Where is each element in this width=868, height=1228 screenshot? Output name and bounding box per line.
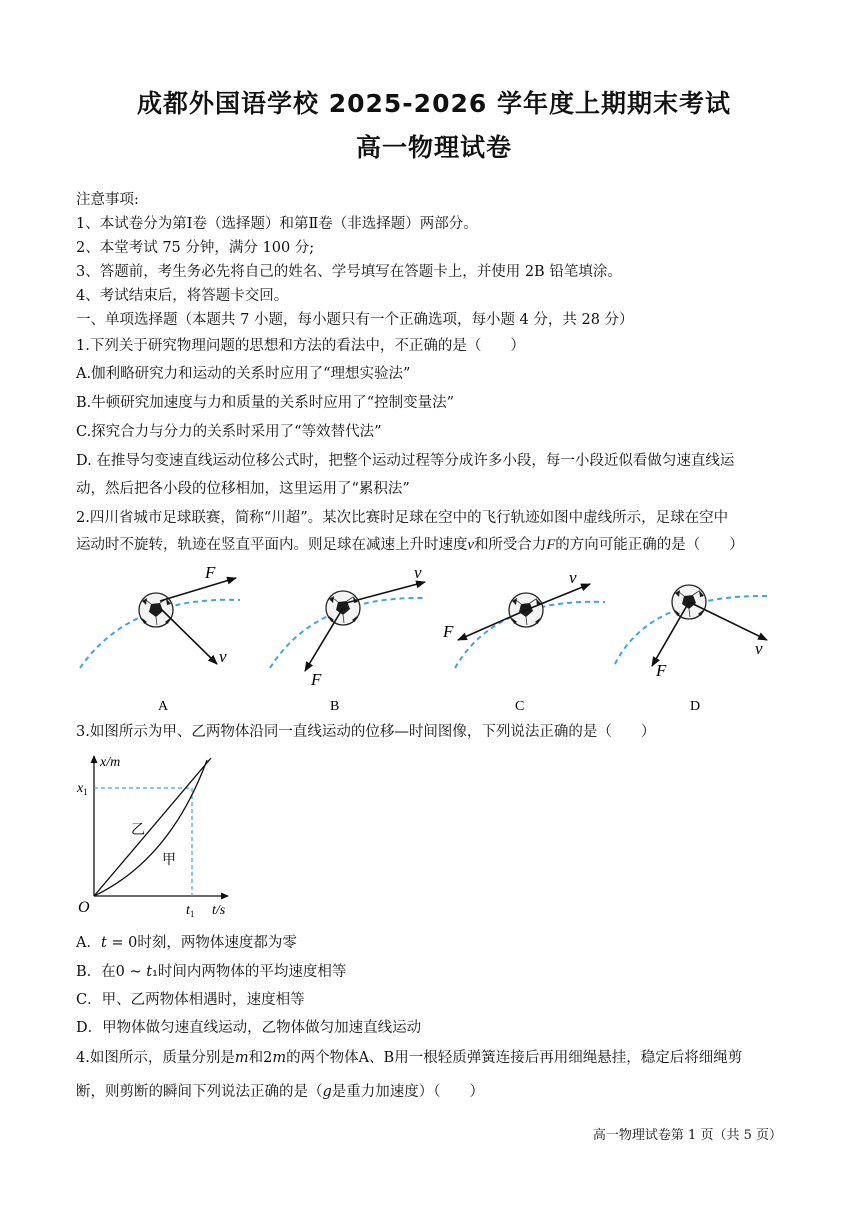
exam-subtitle: 高一物理试卷 <box>355 133 512 162</box>
q3-option-a: A．𝑡 = 0时刻，两物体速度都为零 <box>76 935 297 951</box>
force-arrow-d <box>652 602 689 666</box>
x1-label: $x_1$ <box>77 781 88 797</box>
force-label-a: F <box>205 563 216 582</box>
velocity-arrow-d <box>689 602 767 640</box>
force-label-c: F <box>443 622 454 641</box>
option-label-c: C <box>515 699 525 714</box>
note-item-3: 3、答题前，考生务必先将自己的姓名、学号填写在答题卡上，并使用 2B 铅笔填涂。 <box>76 264 622 280</box>
q1-option-a: A.伽利略研究力和运动的关系时应用了“理想实验法” <box>76 366 411 382</box>
note-item-4: 4、考试结束后，将答题卡交回。 <box>76 288 289 304</box>
curve-jia-label: 甲 <box>162 853 176 868</box>
q4-stem-line1: 4.如图所示，质量分别是𝑚和2𝑚的两个物体A、B用一根轻质弹簧连接后再用细绳悬挂，稳定后将细绳剪 <box>76 1050 743 1066</box>
exam-title: 成都外国语学校 2025-2026 学年度上期期末考试 <box>137 89 731 118</box>
t1-label: $t_1$ <box>186 903 195 919</box>
q3-option-c: C．甲、乙两物体相遇时，速度相等 <box>76 992 305 1008</box>
note-item-2: 2、本堂考试 75 分钟，满分 100 分; <box>76 240 315 256</box>
q3-xt-graph <box>70 748 240 920</box>
velocity-label-d: v <box>755 639 763 658</box>
q2-stem-line2: 运动时不旋转，轨迹在竖直平面内。则足球在减速上升时速度v和所受合力F的方向可能正确的是（ ） <box>76 537 744 553</box>
q1-option-b: B.牛顿研究加速度与力和质量的关系时应用了“控制变量法” <box>76 395 455 411</box>
velocity-arrow-a <box>160 608 217 664</box>
option-label-b: B <box>330 699 340 714</box>
velocity-label-c: v <box>569 568 577 587</box>
force-arrow-a <box>160 578 236 601</box>
q3-option-b: B．在0 ~ 𝑡₁时间内两物体的平均速度相等 <box>76 964 347 980</box>
q2-stem-line1: 2.四川省城市足球联赛，简称“川超”。某次比赛时足球在空中的飞行轨迹如图中虚线所示，足球在空中 <box>76 510 729 526</box>
velocity-label-a: v <box>219 647 227 666</box>
q3-option-d: D．甲物体做匀速直线运动，乙物体做匀加速直线运动 <box>76 1020 422 1036</box>
force-label-b: F <box>311 670 322 689</box>
option-label-a: A <box>158 699 169 714</box>
velocity-label-b: v <box>414 563 422 582</box>
line-yi-label: 乙 <box>131 823 145 838</box>
y-axis-label: x/m <box>100 755 121 770</box>
q4-stem-line2: 断，则剪断的瞬间下列说法正确的是（𝑔是重力加速度）（ ） <box>76 1084 485 1100</box>
q1-option-d-line2: 动，然后把各小段的位移相加，这里运用了“累积法” <box>76 481 410 497</box>
page-footer: 高一物理试卷第 1 页（共 5 页） <box>592 1128 782 1143</box>
q1-stem: 1.下列关于研究物理问题的思想和方法的看法中，不正确的是（ ） <box>76 338 525 354</box>
notes-heading: 注意事项: <box>76 192 139 208</box>
force-label-d: F <box>656 661 667 680</box>
q2-figure <box>0 556 868 716</box>
section1-heading: 一、单项选择题（本题共 7 小题，每小题只有一个正确选项，每小题 4 分，共 28 分） <box>76 312 634 328</box>
origin-label: O <box>78 899 90 916</box>
q3-stem: 3.如图所示为甲、乙两物体沿同一直线运动的位移—时间图像，下列说法正确的是（ ） <box>76 724 656 740</box>
q1-option-d-line1: D. 在推导匀变速直线运动位移公式时，把整个运动过程等分成许多小段，每一小段近似看做匀速直线运 <box>76 453 735 469</box>
q1-option-c: C.探究合力与分力的关系时采用了“等效替代法” <box>76 424 382 440</box>
note-item-1: 1、本试卷分为第Ⅰ卷（选择题）和第Ⅱ卷（非选择题）两部分。 <box>76 216 478 232</box>
force-arrow-c <box>458 610 526 640</box>
x-axis-label: t/s <box>212 903 226 918</box>
option-label-d: D <box>690 699 701 714</box>
line-yi <box>94 758 211 896</box>
